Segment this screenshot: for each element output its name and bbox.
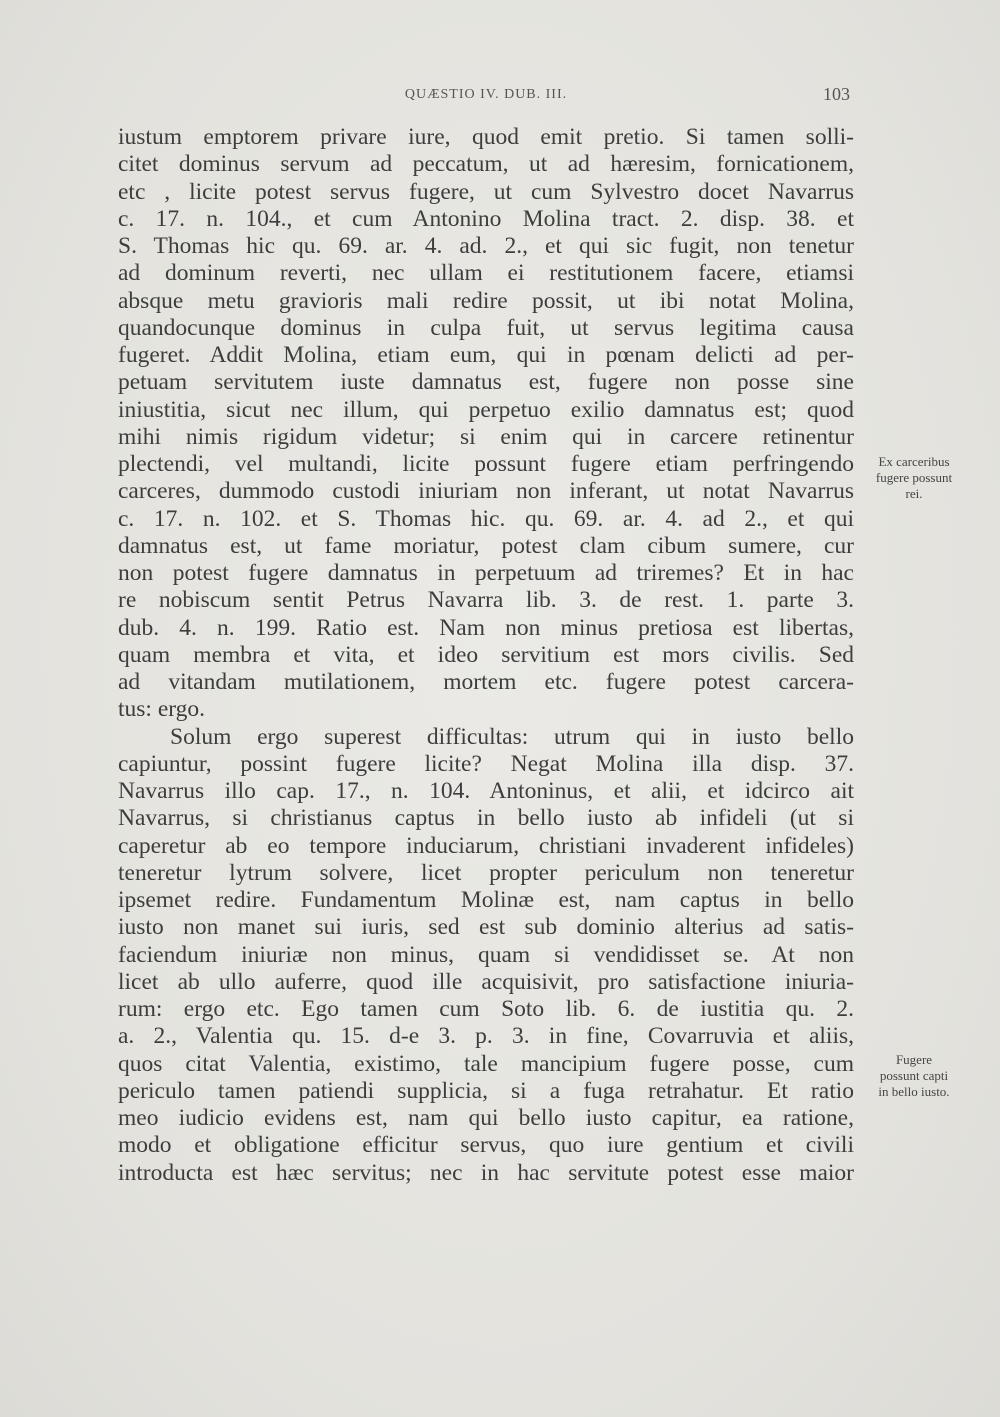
margin-note-line: in bello iusto. xyxy=(878,1084,950,1099)
text-line xyxy=(118,560,854,587)
running-title: QUÆSTIO IV. DUB. III. xyxy=(404,87,568,102)
page-number: 103 xyxy=(823,84,850,104)
text-line xyxy=(118,1023,854,1050)
line-text: rum: ergo etc. Ego tamen cum Soto lib. 6. de iustitia qu. 2. xyxy=(118,996,854,1022)
line-text: Navarrus illo cap. 17., n. 104. Antoninus, et alii, et idcirco ait xyxy=(118,778,854,804)
line-text: capiuntur, possint fugere licite? Negat Molina illa disp. 37. xyxy=(118,750,854,777)
text-line xyxy=(118,1051,854,1078)
text-line xyxy=(118,233,854,260)
text-line xyxy=(118,587,854,614)
line-text: iustum emptorem privare iure, quod emit pretio. Si tamen solli- xyxy=(118,124,854,150)
line-text: meo iudicio evidens est, nam qui bello iusto capitur, ea ratione, xyxy=(118,1105,854,1131)
line-text: fugeret. Addit Molina, etiam eum, qui in pœnam delicti ad per- xyxy=(118,342,854,368)
text-line xyxy=(118,751,854,778)
line-text: S. Thomas hic qu. 69. ar. 4. ad. 2., et qui sic fugit, non tenetur xyxy=(118,233,854,259)
text-line xyxy=(118,914,854,941)
text-line xyxy=(118,778,854,805)
text-line xyxy=(118,969,854,996)
text-line xyxy=(118,1132,854,1159)
line-text: non potest fugere damnatus in perpetuum ad triremes? Et in hac xyxy=(118,560,854,586)
line-text: carceres, dummodo custodi iniuriam non inferant, ut notat Navarrus xyxy=(118,478,854,505)
text-line xyxy=(118,206,854,233)
line-text: Solum ergo superest difficultas: utrum qui in iusto bello xyxy=(170,723,854,750)
line-text: mihi nimis rigidum videtur; si enim qui in carcere retinentur xyxy=(118,423,854,450)
text-line xyxy=(118,151,854,178)
line-text: faciendum iniuriæ non minus, quam si vendidisset se. At non xyxy=(118,941,854,968)
margin-note-line: rei. xyxy=(905,486,923,501)
line-text: damnatus est, ut fame moriatur, potest clam cibum sumere, cur xyxy=(118,532,854,559)
text-line xyxy=(118,397,854,424)
line-text: Navarrus, si christianus captus in bello iusto ab infideli (ut si xyxy=(118,805,854,832)
line-text: plectendi, vel multandi, licite possunt fugere etiam perfringendo xyxy=(118,451,854,477)
text-line xyxy=(118,288,854,315)
text-line xyxy=(118,887,854,914)
text-line xyxy=(118,179,854,206)
line-text: quandocunque dominus in culpa fuit, ut servus legitima causa xyxy=(118,314,854,341)
line-text: a. 2., Valentia qu. 15. d-e 3. p. 3. in fine, Covarruvia et aliis, xyxy=(118,1023,854,1050)
running-head xyxy=(118,84,854,108)
line-text: introducta est hæc servitus; nec in hac servitute potest esse maior xyxy=(118,1159,854,1186)
text-line xyxy=(118,478,854,505)
line-text: licet ab ullo auferre, quod ille acquisivit, pro satisfactione iniuria- xyxy=(118,968,854,995)
line-text: iusto non manet sui iuris, sed est sub dominio alterius ad satis- xyxy=(118,914,854,941)
text-line xyxy=(118,1078,854,1105)
margin-note-line: possunt capti xyxy=(879,1068,949,1083)
text-line xyxy=(118,669,854,696)
line-text: ipsemet redire. Fundamentum Molinæ est, nam captus in bello xyxy=(118,887,854,913)
line-text: re nobiscum sentit Petrus Navarra lib. 3. de rest. 1. parte 3. xyxy=(118,587,854,614)
line-text: c. 17. n. 102. et S. Thomas hic. qu. 69. ar. 4. ad 2., et qui xyxy=(118,505,854,532)
line-text: modo et obligatione efficitur servus, quo iure gentium et civili xyxy=(118,1132,854,1159)
line-text: ad dominum reverti, nec ullam ei restitutionem facere, etiamsi xyxy=(118,260,854,287)
text-line xyxy=(118,833,854,860)
text-line xyxy=(118,1105,854,1132)
line-text: absque metu gravioris mali redire possit, ut ibi notat Molina, xyxy=(118,287,854,314)
line-text: tus: ergo. xyxy=(118,696,206,723)
text-line xyxy=(118,342,854,369)
text-line xyxy=(118,260,854,287)
text-line xyxy=(118,369,854,396)
text-line xyxy=(118,724,854,751)
text-line xyxy=(118,942,854,969)
margin-note-line: Fugere xyxy=(895,1052,933,1067)
line-text: periculo tamen patiendi supplicia, si a fuga retrahatur. Et ratio xyxy=(118,1077,854,1104)
text-line xyxy=(118,533,854,560)
line-text: dub. 4. n. 199. Ratio est. Nam non minus pretiosa est libertas, xyxy=(118,614,854,641)
text-line xyxy=(118,124,854,151)
line-text: quam membra et vita, et ideo servitium est mors civilis. Sed xyxy=(118,641,854,668)
text-line xyxy=(118,615,854,642)
margin-note-bello-iusto xyxy=(858,1052,970,1100)
line-text: iniustitia, sicut nec illum, qui perpetuo exilio damnatus est; quod xyxy=(118,396,854,423)
body-text xyxy=(118,124,854,1187)
text-line xyxy=(118,315,854,342)
text-line xyxy=(118,451,854,478)
line-text: caperetur ab eo tempore induciarum, christiani invaderent infideles) xyxy=(118,832,854,859)
line-text: ad vitandam mutilationem, mortem etc. fugere potest carcera- xyxy=(118,669,854,695)
text-line xyxy=(118,805,854,832)
text-line xyxy=(118,424,854,451)
line-text: c. 17. n. 104., et cum Antonino Molina tract. 2. disp. 38. et xyxy=(118,205,854,232)
text-line xyxy=(118,506,854,533)
text-line xyxy=(118,642,854,669)
text-line xyxy=(118,696,854,723)
margin-note-line: fugere possunt xyxy=(875,470,953,485)
text-line xyxy=(118,860,854,887)
margin-note-line: Ex carceribus xyxy=(878,454,950,469)
line-text: teneretur lytrum solvere, licet propter periculum non teneretur xyxy=(118,859,854,886)
line-text: etc , licite potest servus fugere, ut cum Sylvestro docet Navarrus xyxy=(118,178,854,205)
text-line xyxy=(118,996,854,1023)
line-text: petuam servitutem iuste damnatus est, fugere non posse sine xyxy=(118,369,854,396)
text-line xyxy=(118,1160,854,1187)
margin-note-carceribus xyxy=(858,454,970,502)
line-text: citet dominus servum ad peccatum, ut ad hæresim, fornicationem, xyxy=(118,151,854,178)
line-text: quos citat Valentia, existimo, tale mancipium fugere posse, cum xyxy=(118,1050,854,1077)
